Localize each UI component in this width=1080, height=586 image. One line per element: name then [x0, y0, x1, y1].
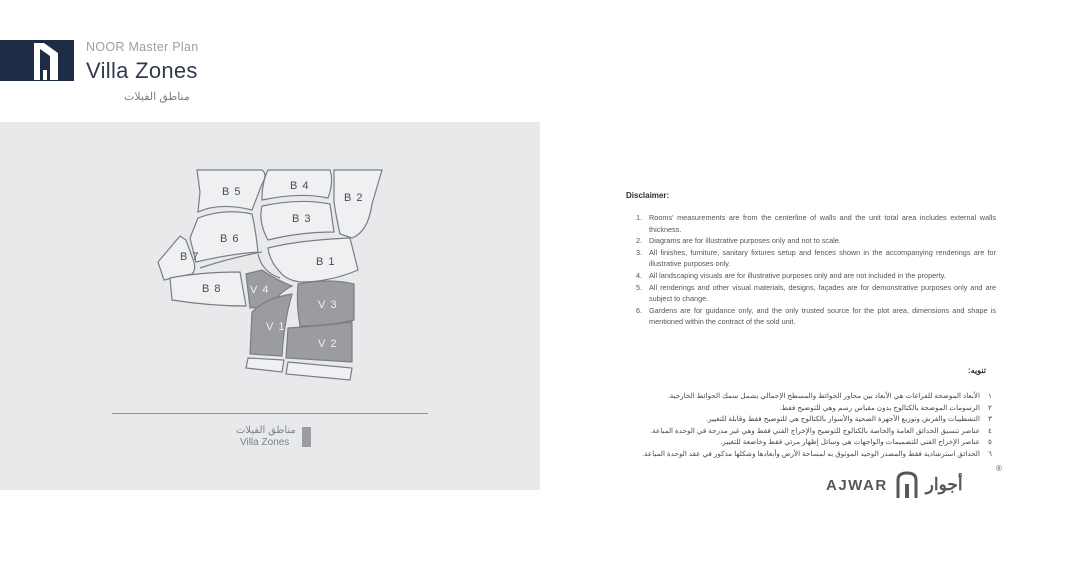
watermark-text: AJWAR: [826, 476, 888, 494]
zone-label: V 1: [266, 321, 286, 333]
disclaimer-list: [636, 212, 996, 328]
logo: [0, 40, 74, 81]
watermark-logo-icon: [894, 470, 920, 500]
watermark: [826, 464, 1002, 500]
registered-icon: ®: [996, 464, 1002, 473]
zone-label: B 8: [202, 283, 222, 295]
building-logo-icon: [0, 40, 74, 81]
zone-label: B 6: [220, 233, 240, 245]
legend-swatch: [302, 427, 311, 447]
list-item: 4. All landscaping visuals are for illustrative purposes only and are not included in the property.: [636, 270, 946, 280]
zone-label: V 4: [250, 284, 270, 296]
zone-label: B 7: [180, 251, 200, 263]
bottom-strip: [246, 358, 284, 372]
zone-label: B 2: [344, 192, 364, 204]
master-plan-map: [0, 122, 540, 490]
list-item: 2. Diagrams are for illustrative purposes only and not to scale.: [636, 236, 841, 246]
disclaimer-title-arabic: تنويه:: [968, 366, 986, 375]
zone-label: B 1: [316, 256, 336, 268]
legend-label: Villa Zones: [240, 437, 290, 448]
legend-label-arabic: مناطق الفيلات: [236, 425, 296, 436]
legend-divider: [112, 413, 428, 414]
zone-label: B 4: [290, 180, 310, 192]
list-item: ٢ الرسومات الموضحة بالكتالوج بدون مقياس رسم وهي للتوضيح فقط.: [779, 402, 992, 412]
list-item: ١ الأبعاد الموضحة للفراغات هي الأبعاد بين محاور الحوائط والمسطح الإجمالي يشمل سمك الحوائط الخارجية.: [667, 391, 992, 400]
watermark-text-arabic: أجوار: [925, 475, 963, 494]
brand-line: NOOR Master Plan: [86, 40, 199, 54]
zone-label: V 3: [318, 299, 338, 311]
list-item: 6. Gardens are for guidance only, and the only trusted source for the plot area, dimensions and shape is mentioned within the contract of the sold unit.: [636, 305, 996, 327]
bottom-strip: [286, 362, 352, 380]
zone-label: B 3: [292, 213, 312, 225]
zone-b1-shape: [268, 238, 358, 282]
zone-label: V 2: [318, 338, 338, 350]
list-item: ٦ الحدائق استرشادية فقط والمصدر الوحيد الموثوق به لمساحة الأرض وأبعادها وشكلها مذكور في عقد الوحدة المباعة.: [642, 448, 992, 458]
disclaimer-title: Disclaimer:: [626, 191, 670, 200]
list-item: 3. All finishes, furniture, sanitary fixtures setup and fences shown in the accompanying renderings are for illustrative purposes only.: [636, 247, 996, 269]
page-title-arabic: مناطق الفيلات: [124, 91, 190, 103]
zone-b2-shape: [334, 170, 382, 238]
list-item: 1. Rooms' measurements are from the centerline of walls and the unit total area includes external walls thickness.: [636, 213, 996, 234]
page-title: Villa Zones: [86, 58, 198, 83]
list-item: ٥ عناصر الإخراج الفني للتصميمات والواجهات هي وسائل إظهار مرئي فقط وخاضعة للتغيير.: [720, 437, 992, 447]
disclaimer-list-arabic: [624, 390, 992, 460]
list-item: 5. All renderings and other visual materials, designs, façades are for demonstrative purposes only and are subject to change.: [636, 282, 996, 304]
zone-label: B 5: [222, 186, 242, 198]
list-item: ٤ عناصر تنسيق الحدائق العامة والخاصة بالكتالوج للتوضيح والإخراج الفني فقط وهي غير مدرجة في الوحدة المباعة.: [650, 425, 992, 435]
list-item: ٣ التشطيبات والفرش وتوزيع الأجهزة الصحية والأسوار بالكتالوج هي للتوضيح فقط وقابلة للتغيير.: [706, 414, 992, 424]
